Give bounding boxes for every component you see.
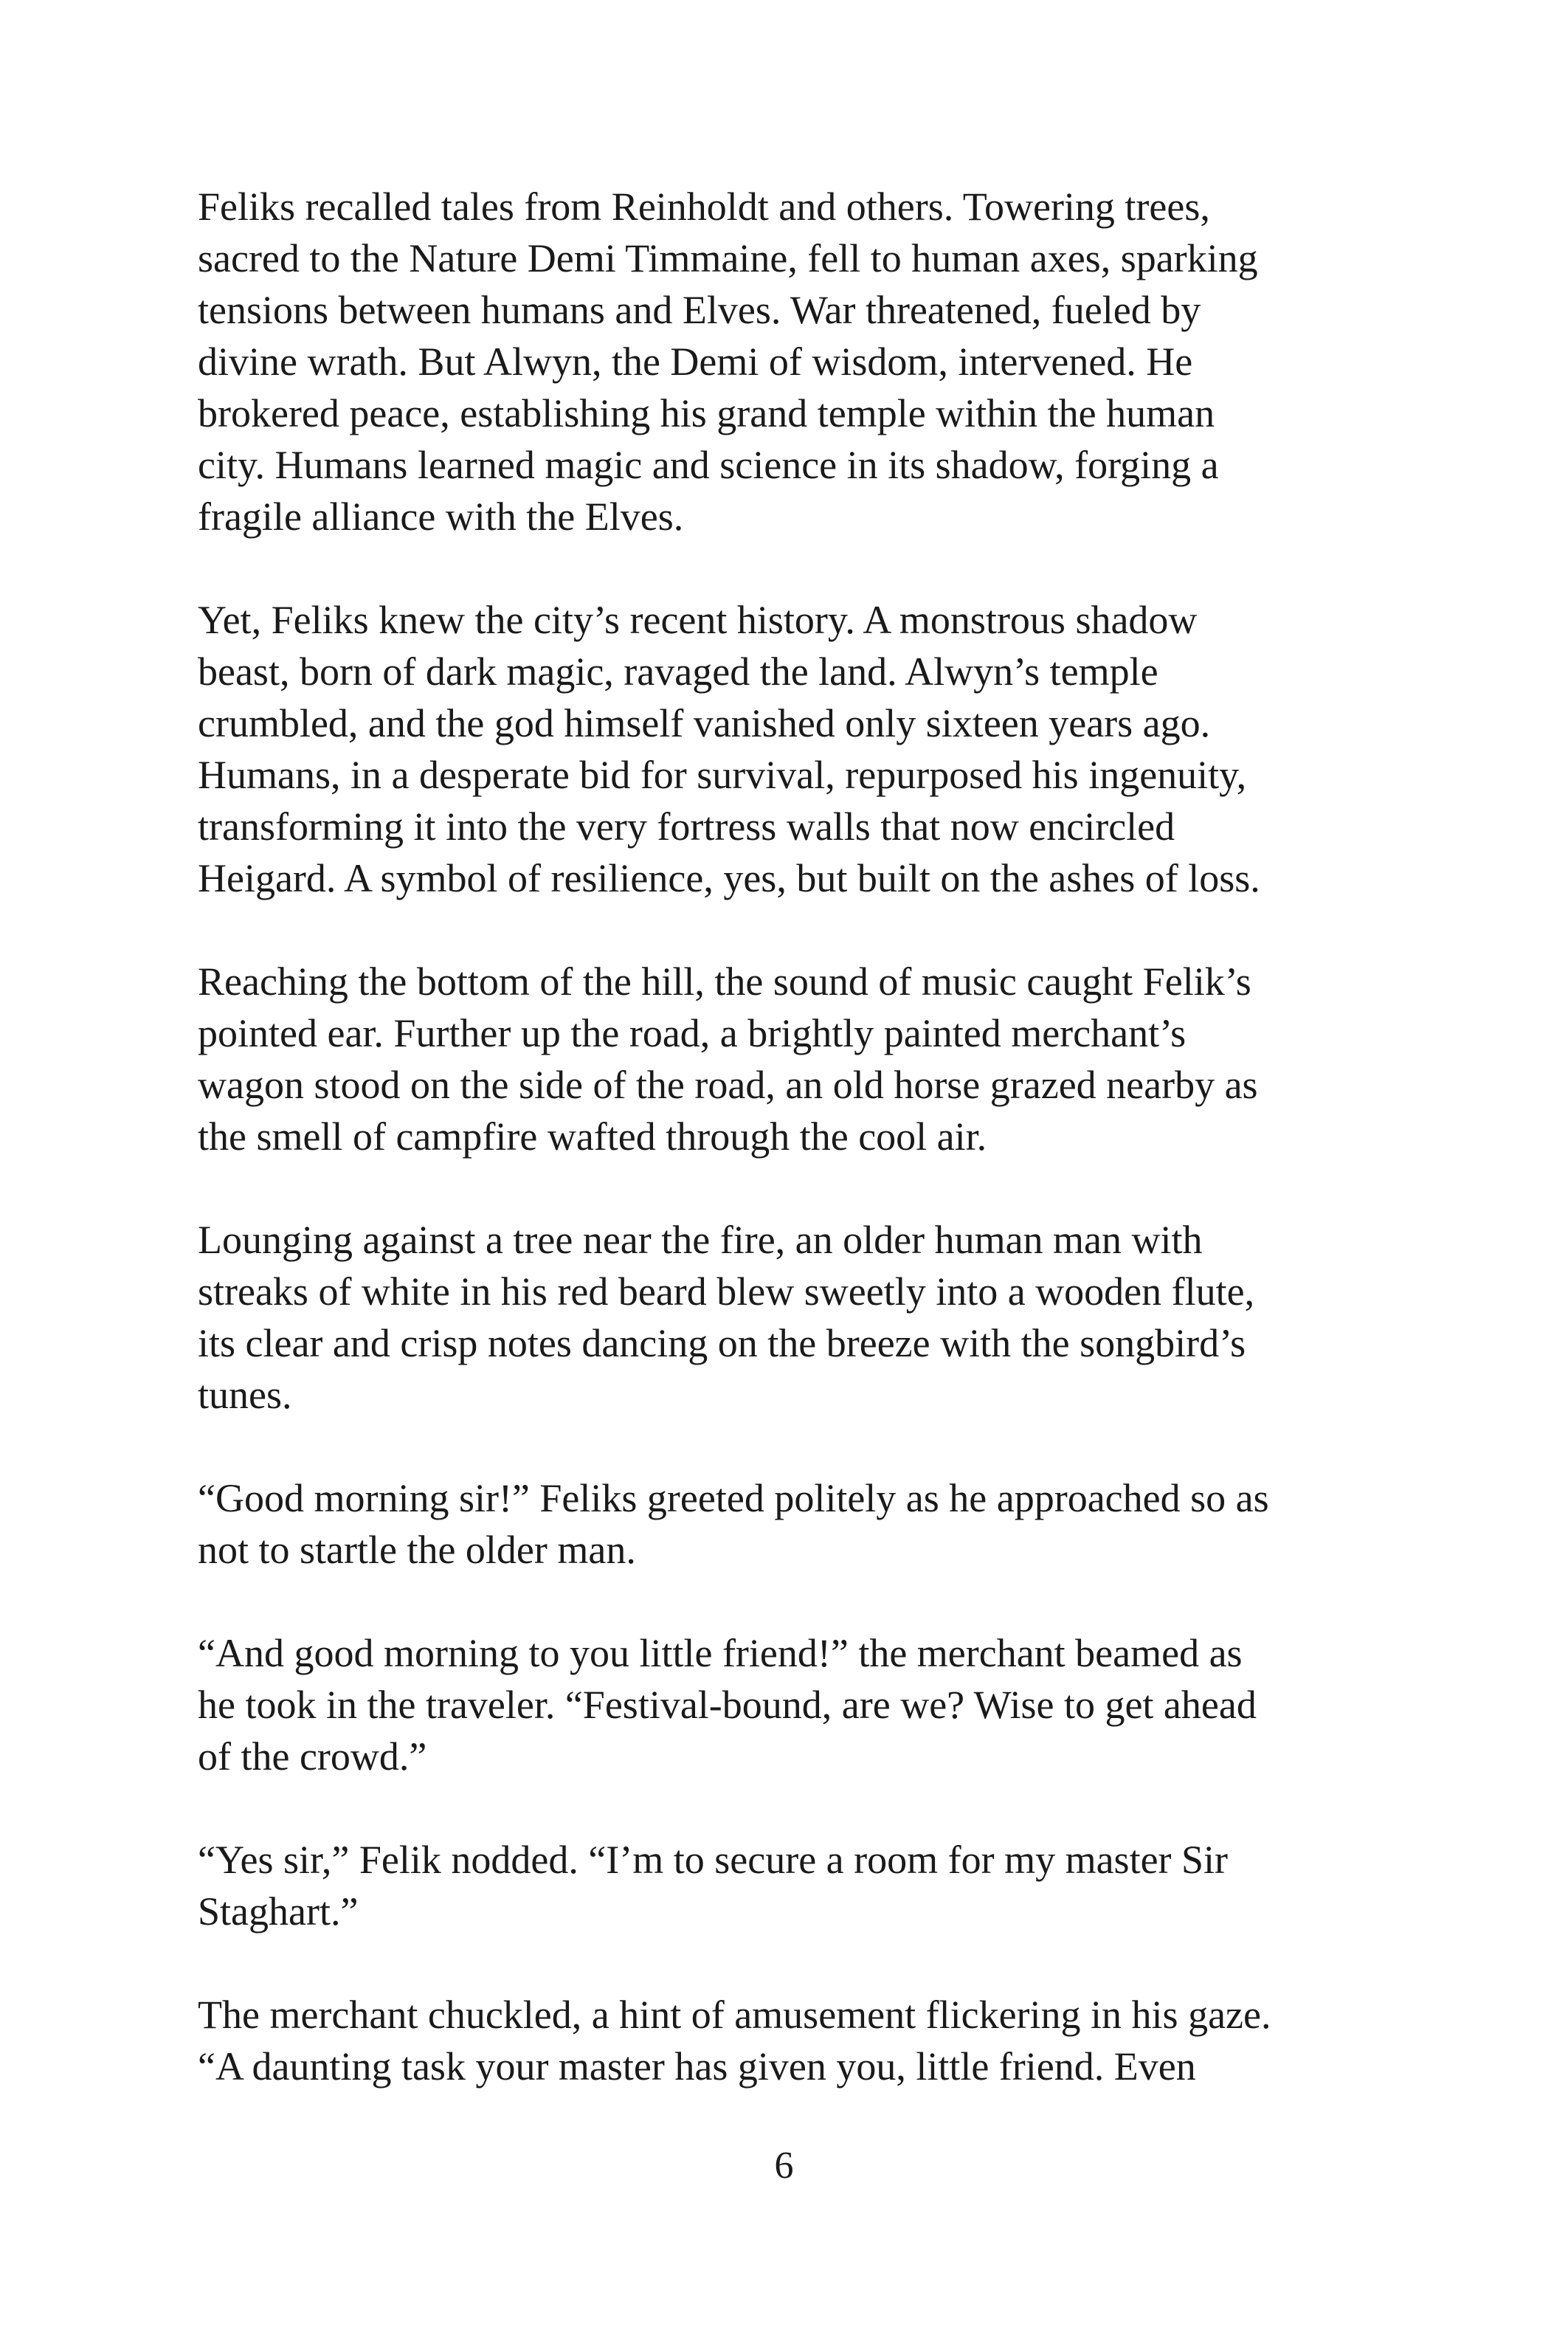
body-text — [198, 181, 1378, 2144]
text-line: Yet, Feliks knew the city’s recent history. A monstrous shadow — [198, 598, 1198, 642]
text-line: crumbled, and the god himself vanished only sixteen years ago. — [198, 701, 1211, 745]
text-line: “And good morning to you little friend!” the merchant beamed as — [198, 1631, 1243, 1675]
text-line: Humans, in a desperate bid for survival, repurposed his ingenuity, — [198, 753, 1247, 797]
text-line: “Yes sir,” Felik nodded. “I’m to secure a room for my master Sir — [198, 1838, 1229, 1882]
paragraph-5 — [198, 1472, 1378, 1576]
text-line: of the crowd.” — [198, 1734, 427, 1779]
text-line: pointed ear. Further up the road, a brightly painted merchant’s — [198, 1011, 1187, 1055]
text-line: streaks of white in his red beard blew sweetly into a wooden flute, — [198, 1269, 1255, 1314]
paragraph-1 — [198, 181, 1378, 542]
text-line: beast, born of dark magic, ravaged the land. Alwyn’s temple — [198, 649, 1158, 694]
text-line: wagon stood on the side of the road, an old horse grazed nearby as — [198, 1063, 1258, 1107]
text-line: tensions between humans and Elves. War threatened, fueled by — [198, 288, 1201, 332]
text-line: Staghart.” — [198, 1889, 359, 1934]
text-line: “Good morning sir!” Feliks greeted politely as he approached so as — [198, 1476, 1269, 1520]
paragraph-4 — [198, 1214, 1378, 1421]
text-line: tunes. — [198, 1373, 292, 1417]
text-line: divine wrath. But Alwyn, the Demi of wisdom, intervened. He — [198, 339, 1193, 384]
text-line: Feliks recalled tales from Reinholdt and others. Towering trees, — [198, 184, 1210, 229]
text-line: the smell of campfire wafted through the cool air. — [198, 1114, 987, 1159]
text-line: he took in the traveler. “Festival-bound, are we? Wise to get ahead — [198, 1683, 1257, 1727]
paragraph-6 — [198, 1627, 1378, 1782]
text-line: city. Humans learned magic and science in its shadow, forging a — [198, 443, 1219, 487]
page-number: 6 — [774, 2145, 794, 2187]
text-line: Reaching the bottom of the hill, the sound of music caught Felik’s — [198, 959, 1251, 1004]
text-line: transforming it into the very fortress walls that now encircled — [198, 804, 1175, 849]
paragraph-7 — [198, 1834, 1378, 1937]
text-line: its clear and crisp notes dancing on the breeze with the songbird’s — [198, 1321, 1246, 1365]
text-line: brokered peace, establishing his grand temple within the human — [198, 391, 1215, 435]
text-line: Lounging against a tree near the fire, an older human man with — [198, 1218, 1203, 1262]
text-line: not to startle the older man. — [198, 1528, 636, 1572]
paragraph-8 — [198, 1989, 1378, 2092]
text-line: sacred to the Nature Demi Timmaine, fell to human axes, sparking — [198, 236, 1258, 280]
text-line: The merchant chuckled, a hint of amusement flickering in his gaze. — [198, 1993, 1271, 2037]
text-line: Heigard. A symbol of resilience, yes, but built on the ashes of loss. — [198, 856, 1260, 900]
text-line: fragile alliance with the Elves. — [198, 494, 684, 539]
text-line: “A daunting task your master has given you, little friend. Even — [198, 2044, 1196, 2089]
paragraph-3 — [198, 956, 1378, 1162]
paragraph-2 — [198, 594, 1378, 904]
